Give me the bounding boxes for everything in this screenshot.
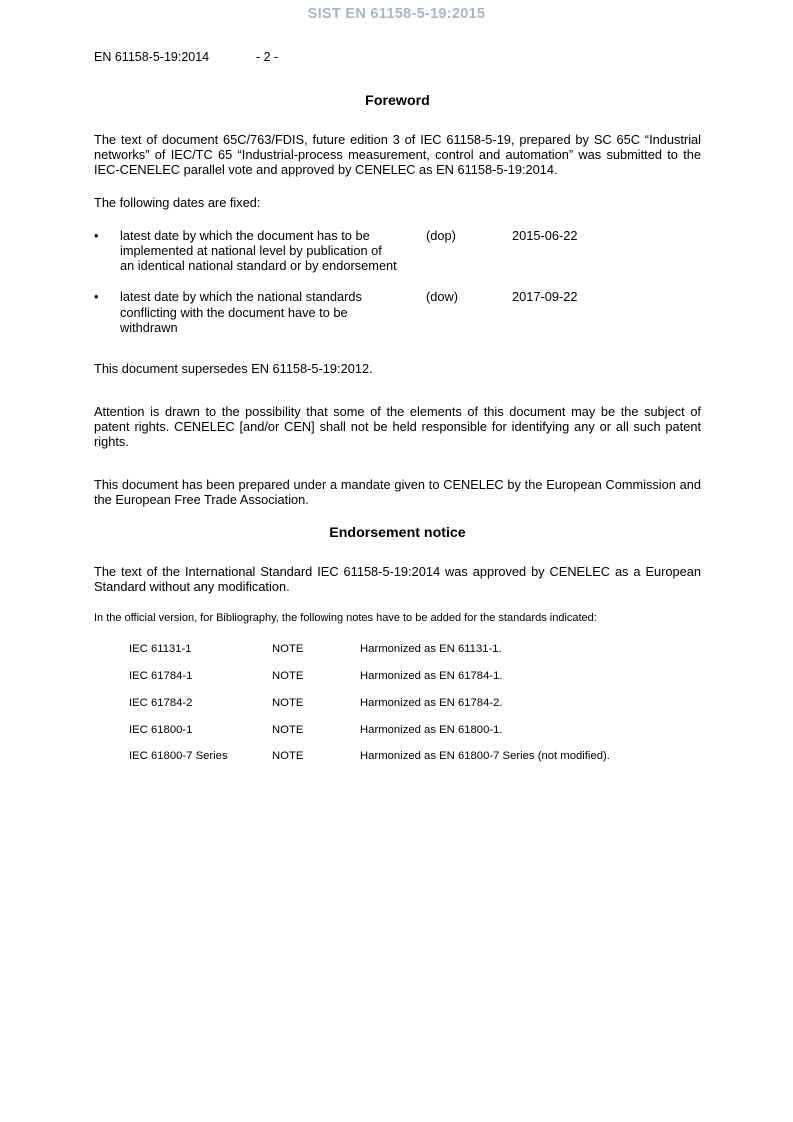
foreword-paragraph-1: The text of document 65C/763/FDIS, future edition 3 of IEC 61158-5-19, prepared by SC 65C “Industrial networks” of IEC/TC 65 “Industrial-process measurement, control and automation” was submitted to the IEC-CENELEC parallel vote and approved by CENELEC as EN 61158-5-19:2014. bbox=[94, 131, 701, 177]
note-label: NOTE bbox=[272, 643, 304, 656]
note-standard: IEC 61784-1 bbox=[129, 669, 193, 682]
supersedes-paragraph: This document supersedes EN 61158-5-19:2012. bbox=[94, 360, 373, 376]
note-text: Harmonized as EN 61800-7 Series (not modified). bbox=[360, 750, 610, 763]
mandate-paragraph: This document has been prepared under a mandate given to CENELEC by the European Commission and the European Free Trade Association. bbox=[94, 477, 701, 508]
note-label: NOTE bbox=[272, 723, 304, 736]
list-item bbox=[94, 228, 701, 273]
date-item-abbr: (dow) bbox=[426, 289, 458, 305]
note-text: Harmonized as EN 61784-2. bbox=[360, 696, 503, 709]
note-label: NOTE bbox=[272, 669, 304, 682]
bullet-icon: • bbox=[94, 289, 99, 305]
page-header bbox=[94, 50, 700, 64]
table-row bbox=[129, 750, 701, 763]
note-text: Harmonized as EN 61131-1. bbox=[360, 643, 502, 656]
table-row bbox=[129, 643, 701, 656]
date-item-date: 2017-09-22 bbox=[512, 289, 578, 305]
list-item bbox=[94, 289, 701, 334]
note-label: NOTE bbox=[272, 750, 304, 763]
endorsement-paragraph-1: The text of the International Standard IEC 61158-5-19:2014 was approved by CENELEC as a European Standard without any modification. bbox=[94, 564, 701, 595]
foreword-heading: Foreword bbox=[365, 93, 430, 109]
bullet-icon: • bbox=[94, 228, 99, 244]
note-text: Harmonized as EN 61800-1. bbox=[360, 723, 503, 736]
date-item-text: latest date by which the national standards conflicting with the document have to be withdrawn bbox=[120, 289, 362, 335]
date-item-text: latest date by which the document has to be implemented at national level by publication of an identical national standard or by endorsement bbox=[120, 228, 397, 274]
page-number: - 2 - bbox=[256, 50, 279, 64]
table-row bbox=[129, 670, 701, 683]
table-row bbox=[129, 697, 701, 710]
table-row bbox=[129, 724, 701, 737]
notes-intro: In the official version, for Bibliography, the following notes have to be added for the standards indicated: bbox=[94, 612, 597, 625]
patent-paragraph: Attention is drawn to the possibility that some of the elements of this document may be the subject of patent rights. CENELEC [and/or CEN] shall not be held responsible for identifying any or all such patent rights. bbox=[94, 403, 701, 449]
date-item-date: 2015-06-22 bbox=[512, 228, 578, 244]
note-standard: IEC 61800-7 Series bbox=[129, 750, 228, 763]
notes-table bbox=[129, 643, 701, 764]
document-reference: EN 61158-5-19:2014 bbox=[94, 50, 210, 64]
page-content bbox=[94, 93, 701, 777]
note-standard: IEC 61800-1 bbox=[129, 723, 193, 736]
note-text: Harmonized as EN 61784-1. bbox=[360, 669, 503, 682]
note-standard: IEC 61784-2 bbox=[129, 696, 193, 709]
endorsement-heading: Endorsement notice bbox=[329, 525, 466, 542]
watermark-text: SIST EN 61158-5-19:2015 bbox=[307, 6, 486, 22]
date-item-abbr: (dop) bbox=[426, 228, 456, 244]
note-label: NOTE bbox=[272, 696, 304, 709]
note-standard: IEC 61131-1 bbox=[129, 643, 192, 656]
dates-intro: The following dates are fixed: bbox=[94, 195, 261, 211]
